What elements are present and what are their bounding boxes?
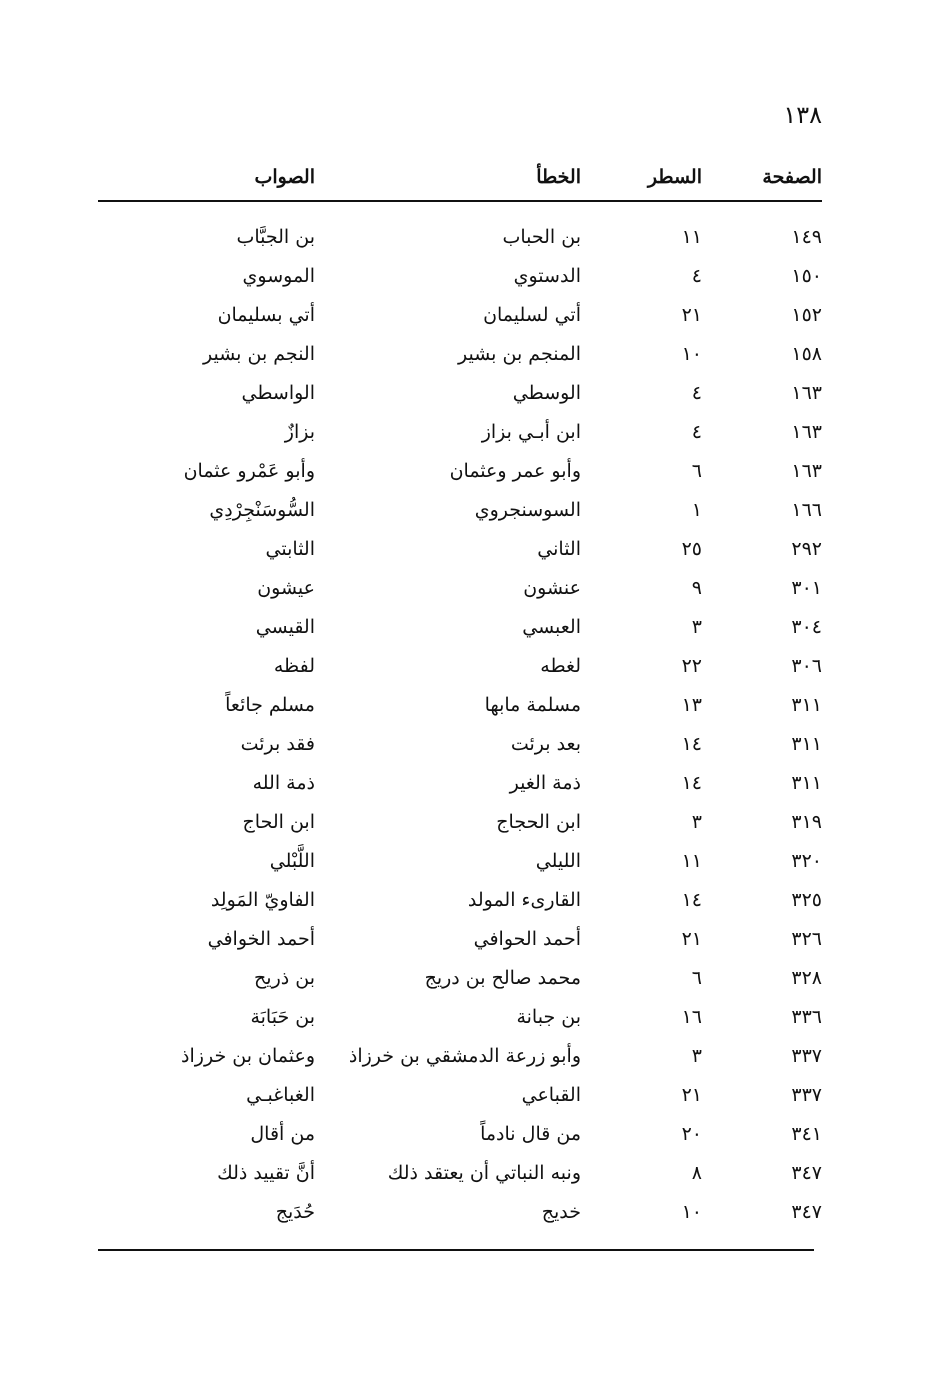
table-row xyxy=(98,842,822,881)
cell-page: ٣٢٥ xyxy=(791,889,822,911)
cell-wrong: لغطه xyxy=(540,655,581,677)
table-row xyxy=(98,725,822,764)
table-row xyxy=(98,335,822,374)
cell-wrong: أتي لسليمان xyxy=(483,304,581,326)
cell-right: السُّوسَنْجِرْدِي xyxy=(209,499,315,521)
cell-line: ٤ xyxy=(691,421,702,443)
cell-wrong: الدستوي xyxy=(513,265,581,287)
cell-line: ١٦ xyxy=(681,1006,702,1028)
cell-wrong: خديج xyxy=(541,1201,581,1223)
table-row xyxy=(98,491,822,530)
cell-wrong: ابن أبـي بزاز xyxy=(481,421,581,443)
cell-line: ١٠ xyxy=(681,343,702,365)
cell-wrong: وأبو زرعة الدمشقي بن خرزاذ xyxy=(348,1045,581,1067)
cell-wrong: مسلمة مابها xyxy=(484,694,581,716)
cell-page: ٣٢٨ xyxy=(791,967,822,989)
header-page: الصفحة xyxy=(762,166,822,188)
table-body xyxy=(98,218,822,1232)
table-row xyxy=(98,647,822,686)
cell-wrong: وأبو عمر وعثمان xyxy=(449,460,581,482)
cell-right: القيسي xyxy=(255,616,315,638)
cell-page: ٣٤٧ xyxy=(791,1201,822,1223)
table-row xyxy=(98,998,822,1037)
bottom-divider xyxy=(98,1249,814,1251)
table-row xyxy=(98,764,822,803)
cell-page: ١٦٦ xyxy=(791,499,822,521)
table-row xyxy=(98,1154,822,1193)
cell-right: مسلم جائعاً xyxy=(225,694,315,716)
header-divider xyxy=(98,200,822,202)
cell-line: ٨ xyxy=(691,1162,702,1184)
cell-right: الغباغبـي xyxy=(246,1084,315,1106)
cell-page: ٣٣٧ xyxy=(791,1084,822,1106)
cell-right: الفاويّ المَولِد xyxy=(210,889,315,911)
cell-right: حُدَيج xyxy=(275,1201,315,1223)
cell-line: ٢١ xyxy=(681,304,702,326)
cell-line: ١١ xyxy=(681,226,702,248)
cell-right: أنَّ تقييد ذلك xyxy=(217,1162,315,1184)
table-row xyxy=(98,1076,822,1115)
cell-right: بن ذريح xyxy=(254,967,315,989)
cell-right: بن حَبَابَة xyxy=(250,1006,315,1028)
table-row xyxy=(98,803,822,842)
table-row xyxy=(98,452,822,491)
cell-right: بن الجبَّاب xyxy=(236,226,315,248)
cell-right: وأبو عَمْرو عثمان xyxy=(183,460,315,482)
cell-line: ٣ xyxy=(691,616,702,638)
cell-page: ٣٠٦ xyxy=(791,655,822,677)
cell-page: ٣١١ xyxy=(791,694,822,716)
cell-line: ٢٢ xyxy=(681,655,702,677)
cell-wrong: أحمد الحوافي xyxy=(473,928,581,950)
cell-wrong: بن جبانة xyxy=(516,1006,581,1028)
table-row xyxy=(98,374,822,413)
cell-page: ٢٩٢ xyxy=(791,538,822,560)
table-row xyxy=(98,686,822,725)
cell-right: فقد برئت xyxy=(240,733,315,755)
cell-page: ١٥٠ xyxy=(791,265,822,287)
table-header xyxy=(98,160,822,194)
header-line: السطر xyxy=(647,166,702,188)
errata-table xyxy=(98,160,822,1232)
cell-wrong: القباعي xyxy=(521,1084,581,1106)
table-row xyxy=(98,1193,822,1232)
cell-page: ١٥٢ xyxy=(791,304,822,326)
cell-line: ٢٥ xyxy=(681,538,702,560)
cell-line: ١ xyxy=(691,499,702,521)
table-row xyxy=(98,296,822,335)
cell-line: ١٤ xyxy=(681,772,702,794)
cell-line: ٣ xyxy=(691,811,702,833)
cell-page: ٣٤١ xyxy=(791,1123,822,1145)
table-row xyxy=(98,530,822,569)
table-row xyxy=(98,257,822,296)
cell-page: ٣٣٦ xyxy=(791,1006,822,1028)
cell-wrong: ونبه النباتي أن يعتقد ذلك xyxy=(387,1162,581,1184)
table-row xyxy=(98,1115,822,1154)
cell-page: ٣١١ xyxy=(791,772,822,794)
cell-page: ٣٢٦ xyxy=(791,928,822,950)
cell-line: ٣ xyxy=(691,1045,702,1067)
cell-wrong: محمد صالح بن دريج xyxy=(424,967,581,989)
table-row xyxy=(98,920,822,959)
cell-wrong: السوسنجروي xyxy=(474,499,581,521)
table-row xyxy=(98,881,822,920)
table-row xyxy=(98,218,822,257)
table-row xyxy=(98,1037,822,1076)
table-row xyxy=(98,959,822,998)
cell-page: ١٦٣ xyxy=(791,460,822,482)
cell-line: ٩ xyxy=(691,577,702,599)
cell-wrong: من قال نادماً xyxy=(480,1123,581,1145)
cell-page: ٣١١ xyxy=(791,733,822,755)
cell-page: ١٦٣ xyxy=(791,421,822,443)
cell-wrong: ذمة الغير xyxy=(509,772,581,794)
cell-page: ١٤٩ xyxy=(791,226,822,248)
cell-wrong: الثاني xyxy=(537,538,581,560)
cell-line: ٤ xyxy=(691,265,702,287)
cell-page: ١٥٨ xyxy=(791,343,822,365)
cell-right: الموسوي xyxy=(242,265,315,287)
cell-wrong: العبسي xyxy=(522,616,581,638)
cell-wrong: بن الحباب xyxy=(502,226,581,248)
cell-wrong: ابن الحجاج xyxy=(496,811,581,833)
cell-right: لفظه xyxy=(273,655,315,677)
cell-right: النجم بن بشير xyxy=(203,343,315,365)
cell-right: اللَّبْلي xyxy=(269,850,315,872)
cell-wrong: القارىء المولد xyxy=(467,889,581,911)
cell-right: أتي بسليمان xyxy=(217,304,315,326)
cell-line: ٢١ xyxy=(681,1084,702,1106)
table-row xyxy=(98,608,822,647)
cell-right: ذمة الله xyxy=(252,772,315,794)
cell-line: ٢١ xyxy=(681,928,702,950)
cell-right: أحمد الخوافي xyxy=(207,928,315,950)
cell-page: ٣٠١ xyxy=(791,577,822,599)
cell-right: الثابتي xyxy=(265,538,315,560)
cell-line: ١٠ xyxy=(681,1201,702,1223)
header-right: الصواب xyxy=(254,166,315,188)
header-wrong: الخطأ xyxy=(536,166,581,188)
cell-line: ٦ xyxy=(691,460,702,482)
cell-right: عيشون xyxy=(257,577,315,599)
cell-page: ٣٤٧ xyxy=(791,1162,822,1184)
cell-page: ١٦٣ xyxy=(791,382,822,404)
cell-right: بزازٌ xyxy=(284,421,315,443)
cell-right: وعثمان بن خرزاذ xyxy=(181,1045,315,1067)
cell-wrong: الليلي xyxy=(535,850,581,872)
cell-right: من أقال xyxy=(250,1123,315,1145)
page-number: ١٣٨ xyxy=(783,101,822,129)
cell-line: ١٤ xyxy=(681,733,702,755)
cell-line: ٢٠ xyxy=(681,1123,702,1145)
cell-wrong: عنشون xyxy=(523,577,581,599)
table-row xyxy=(98,413,822,452)
cell-page: ٣٠٤ xyxy=(791,616,822,638)
cell-line: ١٤ xyxy=(681,889,702,911)
cell-line: ١١ xyxy=(681,850,702,872)
cell-line: ١٣ xyxy=(681,694,702,716)
cell-right: الواسطي xyxy=(241,382,315,404)
cell-page: ٣٢٠ xyxy=(791,850,822,872)
cell-wrong: المنجم بن بشير xyxy=(458,343,581,365)
cell-wrong: بعد برئت xyxy=(510,733,581,755)
table-row xyxy=(98,569,822,608)
cell-line: ٤ xyxy=(691,382,702,404)
cell-page: ٣١٩ xyxy=(791,811,822,833)
cell-line: ٦ xyxy=(691,967,702,989)
cell-page: ٣٣٧ xyxy=(791,1045,822,1067)
cell-wrong: الوسطي xyxy=(512,382,581,404)
cell-right: ابن الحاج xyxy=(242,811,315,833)
